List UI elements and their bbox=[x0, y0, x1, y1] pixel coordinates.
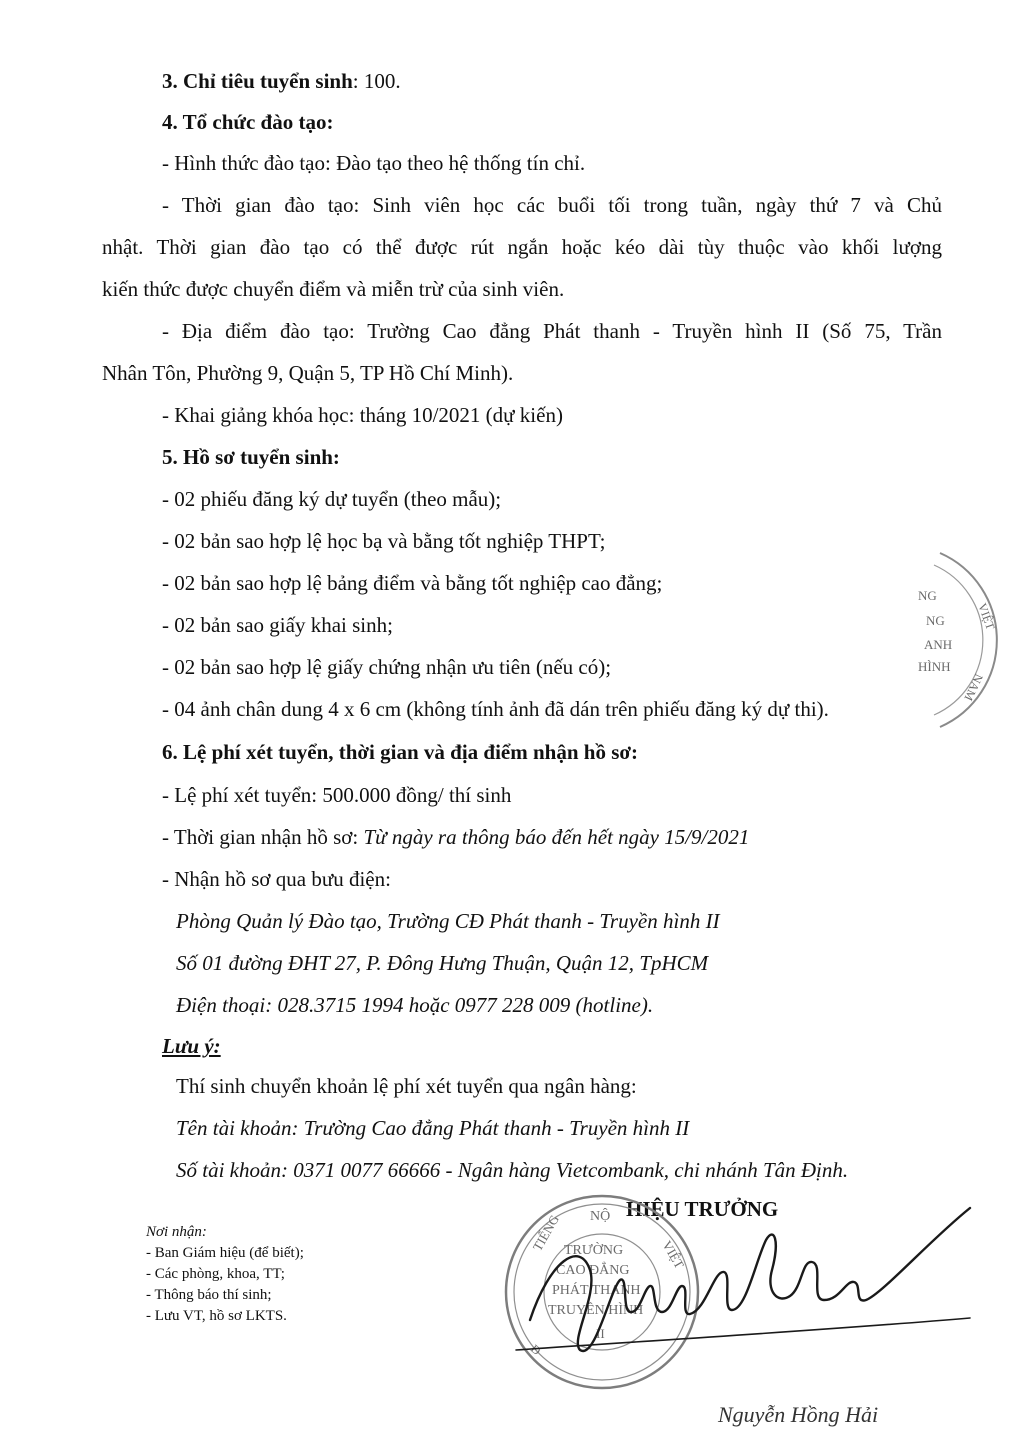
svg-text:HÌNH: HÌNH bbox=[918, 659, 951, 674]
note-text: Thí sinh chuyển khoản lệ phí xét tuyển qua ngân hàng: bbox=[176, 1074, 637, 1098]
training-time-line-3: kiến thức được chuyển điểm và miễn trừ của sinh viên. bbox=[102, 277, 565, 301]
signer-name: Nguyễn Hồng Hải bbox=[718, 1402, 879, 1427]
document-item: - 02 bản sao giấy khai sinh; bbox=[162, 613, 393, 637]
svg-text:II: II bbox=[596, 1326, 605, 1341]
section-3-value: : 100. bbox=[352, 69, 401, 93]
account-number: Số tài khoản: 0371 0077 66666 - Ngân hàng Vietcombank, chi nhánh Tân Định. bbox=[176, 1158, 849, 1182]
svg-text:NG: NG bbox=[926, 613, 945, 628]
document-item: - 04 ảnh chân dung 4 x 6 cm (không tính ảnh đã dán trên phiếu đăng ký dự thi). bbox=[162, 697, 829, 721]
post-office-department: Phòng Quản lý Đào tạo, Trường CĐ Phát thanh - Truyền hình II bbox=[176, 909, 720, 933]
application-period bbox=[162, 822, 942, 852]
recipient-item: - Lưu VT, hồ sơ LKTS. bbox=[146, 1308, 287, 1324]
training-place-line-1: - Địa điểm đào tạo: Trường Cao đẳng Phát thanh - Truyền hình II (Số 75, Trần bbox=[162, 319, 942, 343]
section-5-heading: 5. Hồ sơ tuyển sinh: bbox=[162, 445, 340, 469]
svg-text:CAO ĐẲNG: CAO ĐẲNG bbox=[556, 1263, 630, 1278]
section-3-label: 3. Chỉ tiêu tuyển sinh bbox=[162, 69, 353, 93]
handwritten-signature bbox=[510, 1200, 980, 1370]
svg-text:Đ: Đ bbox=[528, 1341, 544, 1358]
post-office-address: Số 01 đường ĐHT 27, P. Đông Hưng Thuận, Quận 12, TpHCM bbox=[176, 951, 709, 975]
svg-text:VIỆT: VIỆT bbox=[659, 1238, 688, 1272]
section-6-heading: 6. Lệ phí xét tuyển, thời gian và địa điểm nhận hồ sơ: bbox=[162, 740, 639, 764]
application-period-value: Từ ngày ra thông báo đến hết ngày 15/9/2021 bbox=[363, 825, 750, 849]
application-period-label: - Thời gian nhận hồ sơ: bbox=[162, 825, 364, 849]
post-office-label: - Nhận hồ sơ qua bưu điện: bbox=[162, 867, 391, 891]
note-heading: Lưu ý: bbox=[162, 1034, 221, 1058]
svg-text:ANH: ANH bbox=[924, 637, 953, 652]
svg-text:TRUYỀN HÌNH: TRUYỀN HÌNH bbox=[548, 1303, 644, 1318]
account-name: Tên tài khoản: Trường Cao đẳng Phát thanh - Truyền hình II bbox=[176, 1116, 690, 1140]
document-item: - 02 bản sao hợp lệ giấy chứng nhận ưu tiên (nếu có); bbox=[162, 655, 612, 679]
signature-title: HIỆU TRƯỞNG bbox=[626, 1197, 779, 1221]
course-opening: - Khai giảng khóa học: tháng 10/2021 (dự kiến) bbox=[162, 403, 563, 427]
svg-text:TRƯỜNG: TRƯỜNG bbox=[564, 1243, 624, 1258]
recipient-item: - Ban Giám hiệu (để biết); bbox=[146, 1245, 304, 1261]
document-item: - 02 bản sao hợp lệ học bạ và bằng tốt nghiệp THPT; bbox=[162, 529, 606, 553]
document-item: - 02 bản sao hợp lệ bảng điểm và bằng tốt nghiệp cao đẳng; bbox=[162, 571, 663, 595]
application-fee: - Lệ phí xét tuyển: 500.000 đồng/ thí sinh bbox=[162, 783, 512, 807]
training-form: - Hình thức đào tạo: Đào tạo theo hệ thống tín chỉ. bbox=[162, 151, 586, 175]
svg-text:VIỆT: VIỆT bbox=[975, 601, 998, 632]
svg-text:NAM: NAM bbox=[961, 671, 986, 704]
training-time-line-1: - Thời gian đào tạo: Sinh viên học các buổi tối trong tuần, ngày thứ 7 và Chủ bbox=[162, 193, 942, 217]
svg-text:PHÁT THANH: PHÁT THANH bbox=[552, 1283, 641, 1298]
training-place-line-2: Nhân Tôn, Phường 9, Quận 5, TP Hồ Chí Minh). bbox=[102, 361, 514, 385]
svg-text:NG: NG bbox=[918, 588, 937, 603]
section-4-heading: 4. Tổ chức đào tạo: bbox=[162, 110, 334, 134]
post-office-phone: Điện thoại: 028.3715 1994 hoặc 0977 228 009 (hotline). bbox=[176, 993, 654, 1017]
recipient-item: - Thông báo thí sinh; bbox=[146, 1287, 272, 1303]
training-time-line-2: nhật. Thời gian đào tạo có thể được rút ngắn hoặc kéo dài tùy thuộc vào khối lượng bbox=[102, 235, 942, 259]
page-edge-stamp-graphic bbox=[900, 545, 1010, 735]
section-3-line bbox=[162, 66, 942, 96]
svg-text:TIẾNG: TIẾNG bbox=[529, 1212, 563, 1254]
document-item: - 02 phiếu đăng ký dự tuyển (theo mẫu); bbox=[162, 487, 502, 511]
recipients-block bbox=[146, 1222, 304, 1327]
recipients-heading: Nơi nhận: bbox=[146, 1224, 207, 1240]
recipient-item: - Các phòng, khoa, TT; bbox=[146, 1266, 285, 1282]
svg-text:NỘ: NỘ bbox=[590, 1209, 611, 1224]
